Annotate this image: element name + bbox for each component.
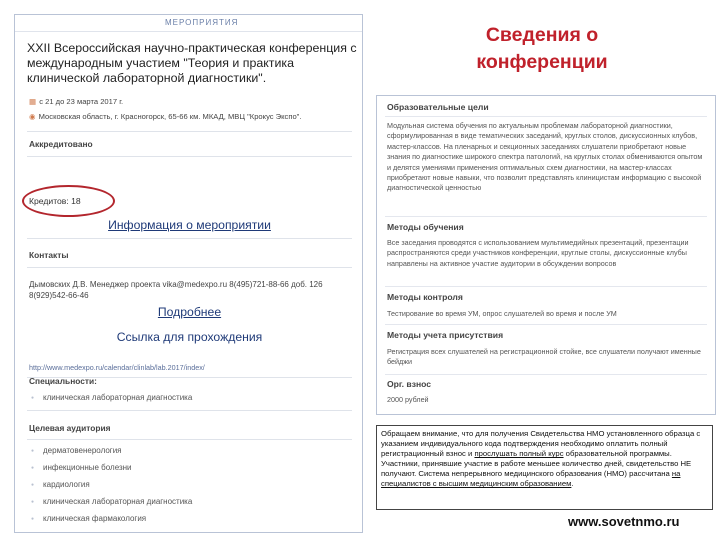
control-label: Методы контроля [387, 292, 463, 302]
divider [27, 410, 352, 411]
more-link[interactable]: Подробнее [157, 305, 222, 319]
credits-count: Кредитов: 18 [29, 196, 81, 206]
nmo-notice [376, 425, 713, 510]
specialties-label: Специальности: [29, 376, 97, 386]
audience-item: ● инфекционные болезни [43, 463, 132, 472]
attendance-label: Методы учета присутствия [387, 330, 504, 340]
event-dates [29, 97, 123, 106]
website-url[interactable]: www.sovetnmo.ru [568, 514, 680, 529]
course-url[interactable]: http://www.medexpo.ru/calendar/clinlab/lab.2017/index/ [29, 363, 205, 372]
slide-title [372, 22, 712, 76]
divider [27, 238, 352, 239]
attendance-text: Регистрация всех слушателей на регистрационной стойке, все слушатели получают именные бейджи [387, 347, 701, 367]
notice-link-full-course[interactable]: прослушать полный курс [474, 449, 564, 459]
divider [385, 286, 707, 287]
event-screenshot-panel [14, 14, 363, 533]
event-location [29, 112, 302, 121]
audience-item: ● клиническая лабораторная диагностика [43, 497, 192, 506]
notice-link-specialists[interactable]: на специалистов с высшим медицинским образованием [381, 469, 681, 489]
events-header-label: МЕРОПРИЯТИЯ [165, 18, 239, 27]
methods-text: Все заседания проводятся с использованием мультимедийных презентаций, презентации распространяются среди участников конференции, круглые столы, дискуссионные клубы направлены на активное участие аудитории в обсуждении вопросов [387, 238, 689, 268]
notice-text-part2: образовательной программы. Участники, принявшие участие в работе меньшее количество дней, свидетельство НЕ получают. Система непрерывного медицинского образования (НМО) рассчитана [381, 449, 692, 479]
divider [27, 439, 352, 440]
goals-text: Модульная система обучения по актуальным проблемам лабораторной диагностики, сформулированная в виде тематических заседаний, круглых столов, дискуссионных клубов, мастер-классов. На пленарных и секционных заседаниях слушатели приобретают новые знания по диагностике широкого спектра патологий, на круглых столах обмениваются опытом и делятся умениями применения оптимальных схем диагностики, на мастер-классах приобретают новые навыки, что позволит представлять клиницистам информацию с высокой диагностической ценностью [387, 121, 703, 193]
credits-highlight-circle [22, 185, 115, 217]
events-header [15, 15, 362, 32]
event-dates-text: с 21 до 23 марта 2017 г. [39, 97, 124, 106]
methods-label: Методы обучения [387, 222, 464, 232]
slide-title-line2: конференции [476, 51, 608, 73]
contacts-text: Дымовских Д.В. Менеджер проекта vika@medexpo.ru 8(495)721-88-66 доб. 126 8(929)542-66-46 [29, 280, 323, 300]
divider [385, 116, 707, 117]
event-info-link[interactable]: Информация о мероприятии [108, 218, 271, 232]
contacts-label: Контакты [29, 250, 69, 260]
audience-label: Целевая аудитория [29, 423, 111, 433]
audience-item: ● кардиология [43, 480, 90, 489]
event-details-panel [376, 95, 716, 415]
divider [385, 374, 707, 375]
divider [27, 267, 352, 268]
fee-text: 2000 рублей [387, 395, 429, 404]
notice-text-part1: Обращаем внимание, что для получения Свидетельства НМО установленного образца с указанием индивидуального кода подтверждения необходимо оплатить полный регистрационный взнос и [381, 429, 701, 459]
fee-label: Орг. взнос [387, 379, 432, 389]
location-pin-icon: ◉ [29, 112, 36, 121]
audience-item: ● клиническая фармакология [43, 514, 146, 523]
divider [385, 324, 707, 325]
slide-title-line1: Сведения о [485, 24, 599, 46]
notice-text-part3: . [571, 479, 574, 489]
event-location-text: Московская область, г. Красногорск, 65-66 км. МКАД, МВЦ "Крокус Экспо". [38, 112, 302, 121]
divider [27, 156, 352, 157]
control-text: Тестирование во время УМ, опрос слушателей во время и после УМ [387, 309, 617, 318]
event-title: XXII Всероссийская научно-практическая конференция с международным участием "Теория и практика клинической лабораторной диагностики". [27, 41, 357, 85]
divider [27, 131, 352, 132]
calendar-icon: ▦ [29, 97, 37, 106]
pass-link[interactable]: Ссылка для прохождения [116, 330, 263, 344]
accredited-label: Аккредитовано [29, 139, 93, 149]
divider [385, 216, 707, 217]
specialty-item: ● клиническая лабораторная диагностика [43, 393, 192, 402]
audience-item: ● дерматовенерология [43, 446, 122, 455]
goals-label: Образовательные цели [387, 102, 489, 112]
